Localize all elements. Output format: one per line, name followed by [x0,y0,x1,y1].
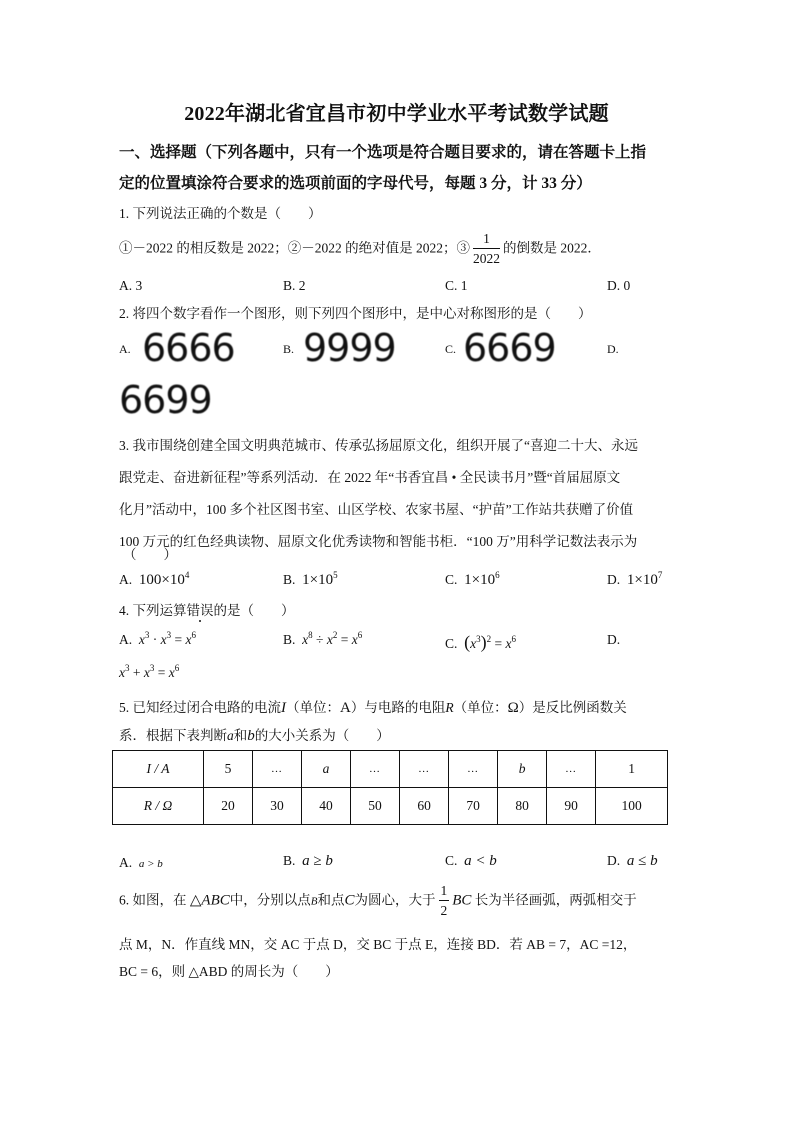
q2-option-c-figure[interactable]: 6669 [463,326,556,370]
q4-option-b[interactable]: B. $x^8 \div x^2 = x^6$ [283,630,363,647]
question-6-line3: BC = 6，则 △ABD 的周长为（ ） [119,964,339,979]
q1-option-b[interactable]: B. 2 [283,278,306,293]
q5-option-d[interactable]: D. a ≤ b [607,853,658,869]
table-cell: a [302,751,351,788]
q3-option-c[interactable]: C. $1\times 10^6$ [445,570,500,588]
q3-option-a[interactable]: A. $100\times 10^4$ [119,570,190,588]
table-cell: 100 [596,788,668,825]
table-cell: … [253,751,302,788]
fraction-one-half: $\frac{1}{2}$ [440,883,448,918]
table-cell: … [400,751,449,788]
table-cell: 5 [204,751,253,788]
section-heading-line2: 定的位置填涂符合要求的选项前面的字母代号，每题 3 分，计 33 分） [119,175,592,192]
table-cell: 40 [302,788,351,825]
table-cell: 20 [204,788,253,825]
q5-option-b[interactable]: B. a ≥ b [283,853,333,869]
q5-option-a[interactable]: A. a > b [119,855,163,870]
question-1-statement: ①－2022 的相反数是 2022；②－2022 的绝对值是 2022；③ $\frac{1}{2022}$ 的倒数是 2022． [119,230,601,269]
question-4-stem: 4. 下列运算错误的是（ ） [119,603,295,618]
question-3-line3: 化月”活动中，100 多个社区图书室、山区学校、农家书屋、“护苗”工作站共获赠了价值 [119,502,634,517]
q3-option-b[interactable]: B. $1\times 10^5$ [283,570,338,588]
row-header-resistance: R / Ω [113,788,204,825]
q2-option-d-figure[interactable]: 6699 [119,378,212,422]
q2-option-a-label[interactable]: A. [119,342,131,356]
question-2-stem: 2. 将四个数字看作一个图形，则下列四个图形中，是中心对称图形的是（ ） [119,306,592,321]
table-cell: 70 [449,788,498,825]
table-row [113,751,668,788]
row-header-current: I / A [113,751,204,788]
q4-option-a[interactable]: A. $x^3 \cdot x^3 = x^6$ [119,630,196,647]
question-3-line5: （ ） [123,547,177,562]
section-heading-line1: 一、选择题（下列各题中，只有一个选项是符合题目要求的，请在答题卡上指 [119,144,647,161]
table-cell: 30 [253,788,302,825]
q2-option-d-label[interactable]: D. [607,342,619,356]
table-cell: 90 [547,788,596,825]
table-cell: … [547,751,596,788]
fraction-1-over-2022: $\frac{1}{2022}$ [473,231,500,266]
table-cell: … [351,751,400,788]
question-3-line2: 跟党走、奋进新征程”等系列活动．在 2022 年“书香宜昌 • 全民读书月”暨“首届屈原文 [119,470,621,485]
table-cell: … [449,751,498,788]
emphasis-word: 错误 [186,603,214,618]
question-3-line4: 100 万元的红色经典读物、屈原文化优秀读物和智能书柜．“100 万”用科学记数法表示为 [119,534,638,549]
q1-option-a[interactable]: A. 3 [119,278,143,293]
q1-option-c[interactable]: C. 1 [445,278,468,293]
q4-option-d[interactable]: $x^3 + x^3 = x^6$ [119,663,180,680]
question-5-line1: 5. 已知经过闭合电路的电流I（单位：A）与电路的电阻R（单位：Ω）是反比例函数关 [119,700,627,716]
table-row [113,788,668,825]
current-resistance-table [112,750,668,825]
table-cell: 60 [400,788,449,825]
q2-option-b-label[interactable]: B. [283,342,295,356]
q5-option-c[interactable]: C. a < b [445,853,497,869]
table-cell: 80 [498,788,547,825]
question-1-stem: 1. 下列说法正确的个数是（ ） [119,206,322,221]
question-6-line1: 6. 如图，在 △ABC中，分别以点B和点C为圆心，大于 $\frac{1}{2}$ BC 长为半径画弧，两弧相交于 [119,882,637,921]
table-cell: 50 [351,788,400,825]
question-5-line2: 系．根据下表判断a和b的大小关系为（ ） [119,728,390,744]
question-6-line2: 点 M，N．作直线 MN，交 AC 于点 D，交 BC 于点 E，连接 BD．若 AB = 7，AC =12， [119,937,637,952]
q4-option-d-label[interactable]: D. [607,632,621,647]
question-3-line1: 3. 我市围绕创建全国文明典范城市、传承弘扬屈原文化，组织开展了“喜迎二十大、永远 [119,438,638,453]
table-cell: 1 [596,751,668,788]
q1-option-d[interactable]: D. 0 [607,278,631,293]
q2-option-a-figure[interactable]: 6666 [142,326,235,370]
q2-option-c-label[interactable]: C. [445,342,457,356]
page-title: 2022年湖北省宜昌市初中学业水平考试数学试题 [184,103,609,125]
q3-option-d[interactable]: D. $1\times 10^7$ [607,570,663,588]
q4-option-c[interactable]: C. $(x^3)^2 = x^6$ [445,632,517,652]
table-cell: b [498,751,547,788]
q2-option-b-figure[interactable]: 9999 [303,326,396,370]
